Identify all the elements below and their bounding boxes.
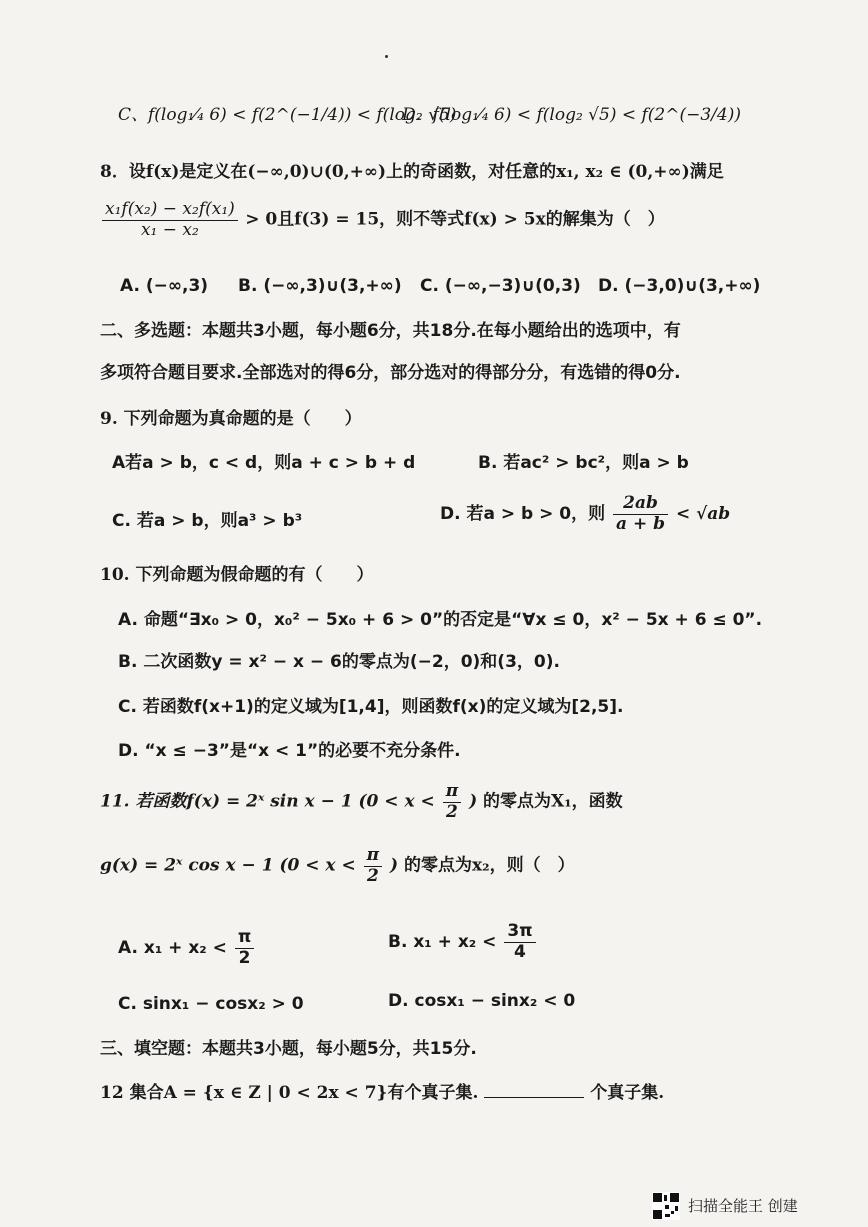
q11-condition2-numerator: π [364, 846, 382, 867]
q11-option-a-fraction [235, 928, 254, 968]
q8-option-b: B. (−∞,3)∪(3,+∞) [238, 276, 402, 296]
q8-stem-line1: 8．设f(x)是定义在(−∞,0)∪(0,+∞)上的奇函数，对任意的x₁, x₂ ∈ (0,+∞)满足 [100, 162, 724, 182]
q9-option-b: B. 若ac² > bc²，则a > b [478, 453, 689, 473]
q11-option-b-text: B. x₁ + x₂ < [388, 932, 497, 953]
q12-text-suffix: 个真子集. [590, 1083, 665, 1103]
q11-function-f: 11. 若函数f(x) = 2ˣ sin x − 1 [100, 791, 353, 812]
q12-stem [100, 1082, 664, 1104]
scanner-watermark [652, 1192, 852, 1220]
q9-option-d-numerator: 2ab [613, 494, 668, 515]
q11-condition2-fraction [364, 846, 382, 886]
q9-option-d-denominator: a + b [616, 513, 666, 534]
q11-stem-line2 [100, 846, 575, 886]
q8-fraction-denominator: x₁ − x₂ [140, 219, 199, 240]
watermark-text: 扫描全能王 创建 [688, 1197, 798, 1215]
q11-function-g: g(x) = 2ˣ cos x − 1 [100, 855, 274, 876]
q8-stem-line2 [100, 200, 665, 240]
q9-option-d-fraction [613, 494, 668, 534]
q11-option-b-numerator: 3π [504, 922, 535, 943]
q11-condition-denominator: 2 [446, 801, 458, 822]
q11-condition2-open: (0 < x < [279, 855, 356, 876]
q8-option-a: A. (−∞,3) [120, 276, 209, 296]
section3-heading: 三、填空题：本题共3小题，每小题5分，共15分. [100, 1039, 477, 1059]
q11-option-a-text: A. x₁ + x₂ < [118, 938, 227, 959]
q11-condition-open: (0 < x < [358, 791, 435, 812]
q12-answer-blank[interactable] [484, 1083, 584, 1098]
q8-option-d: D. (−3,0)∪(3,+∞) [598, 276, 761, 296]
q11-condition-close: ) [469, 791, 478, 812]
q10-option-d: D. “x ≤ −3”是“x < 1”的必要不充分条件. [118, 741, 461, 761]
qr-code-icon [652, 1192, 680, 1220]
q9-option-d [440, 494, 730, 534]
q11-condition-numerator: π [443, 782, 461, 803]
q7-option-c: C、f(log₁⁄₄ 6) < f(2^(−1/4)) < f(log₂ √5) [118, 105, 457, 125]
q10-stem: 10. 下列命题为假命题的有（ ） [100, 565, 374, 585]
q11-option-c: C. sinx₁ − cosx₂ > 0 [118, 994, 304, 1014]
q11-condition-fraction [443, 782, 461, 822]
q7-option-d: D．f(log₁⁄₄ 6) < f(log₂ √5) < f(2^(−3/4)) [402, 105, 741, 125]
q11-option-a [118, 928, 256, 968]
q11-option-b [388, 922, 538, 962]
scan-dot [385, 55, 388, 58]
q11-option-a-denominator: 2 [238, 947, 251, 968]
q11-stem-line2-suffix: 的零点为x₂，则（ ） [404, 855, 575, 876]
q10-option-b: B. 二次函数y = x² − x − 6的零点为(−2，0)和(3，0). [118, 652, 560, 672]
q8-fraction [102, 200, 238, 240]
q9-option-a: A若a > b，c < d，则a + c > b + d [112, 453, 416, 473]
q9-stem: 9. 下列命题为真命题的是（ ） [100, 409, 362, 429]
q9-option-d-suffix: < √ab [675, 504, 731, 525]
q11-stem-line1 [100, 782, 623, 822]
q11-option-d: D. cosx₁ − sinx₂ < 0 [388, 991, 576, 1011]
section2-heading-line1: 二、多选题：本题共3小题，每小题6分，共18分.在每小题给出的选项中，有 [100, 321, 681, 341]
q11-option-b-denominator: 4 [514, 941, 526, 962]
q11-condition2-close: ) [390, 855, 399, 876]
q9-option-d-prefix: D. 若a > b > 0，则 [440, 504, 606, 525]
q11-option-b-fraction [504, 922, 535, 962]
q11-stem-line1-suffix: 的零点为X₁，函数 [483, 791, 623, 812]
section2-heading-line2: 多项符合题目要求.全部选对的得6分，部分选对的得部分分，有选错的得0分. [100, 363, 681, 383]
q11-option-a-numerator: π [235, 928, 254, 949]
q8-fraction-numerator: x₁f(x₂) − x₂f(x₁) [102, 200, 238, 221]
q11-condition2-denominator: 2 [366, 865, 379, 886]
q10-option-a: A. 命题“∃x₀ > 0，x₀² − 5x₀ + 6 > 0”的否定是“∀x ≤ 0，x² − 5x + 6 ≤ 0”. [118, 610, 763, 630]
q10-option-c: C. 若函数f(x+1)的定义域为[1,4]，则函数f(x)的定义域为[2,5]. [118, 697, 624, 717]
q12-text: 12 集合A = {x ∈ Z | 0 < 2x < 7}有个真子集. [100, 1083, 479, 1103]
q9-option-c: C. 若a > b，则a³ > b³ [112, 511, 303, 531]
q8-stem-line2-text: > 0且f(3) = 15，则不等式f(x) > 5x的解集为（ ） [245, 209, 665, 230]
q8-option-c: C. (−∞,−3)∪(0,3) [420, 276, 581, 296]
